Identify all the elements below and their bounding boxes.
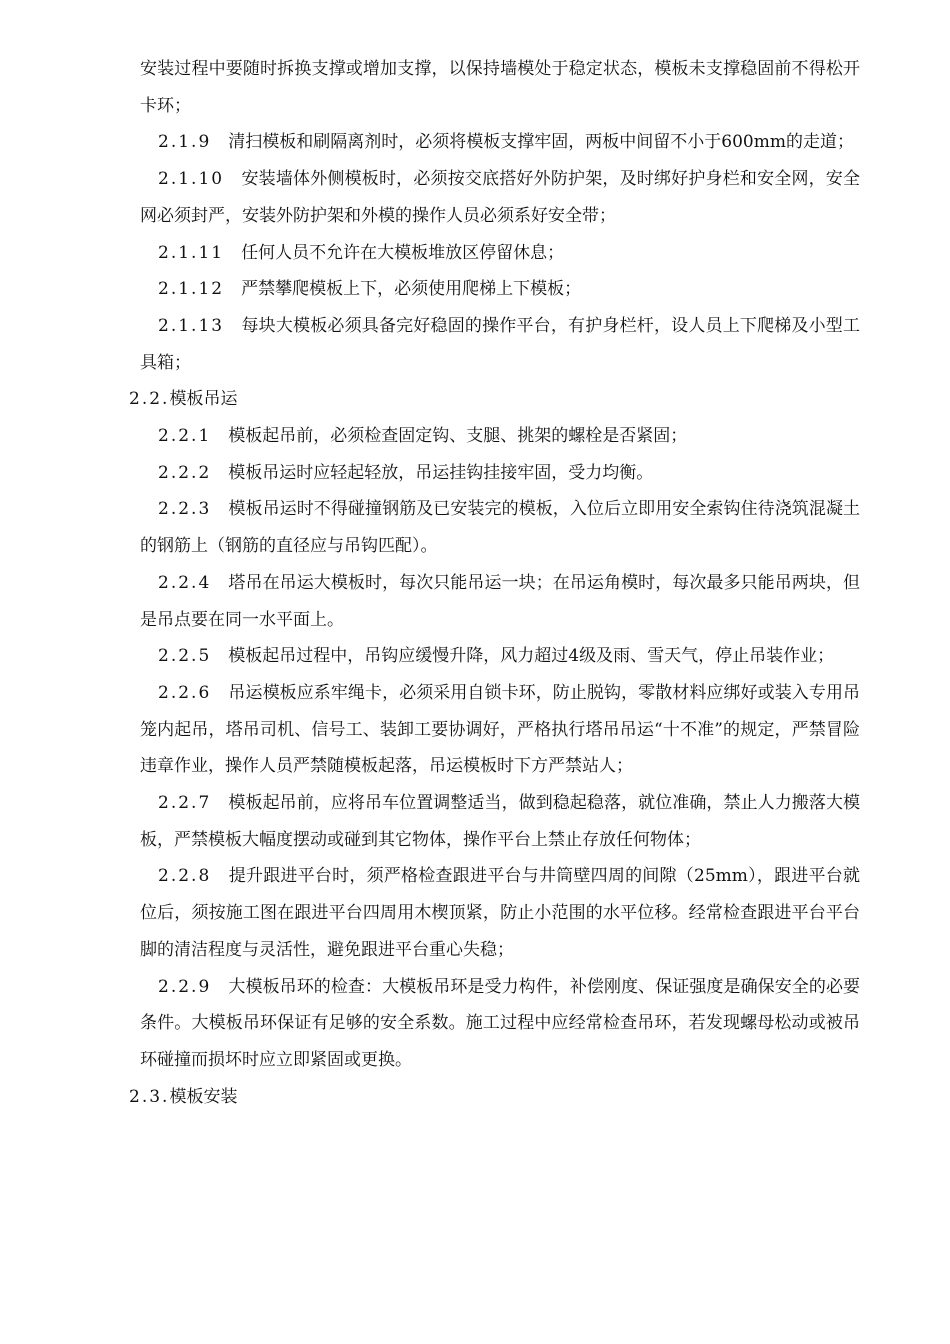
clause-number: 2.1.11	[158, 242, 225, 263]
paragraph-text: 安装过程中要随时拆换支撑或增加支撑，以保持墙模处于稳定状态，模板未支撑稳固前不得松开卡环；	[140, 59, 860, 116]
clause-2-2-7	[140, 785, 860, 858]
clause-number: 2.1.10	[158, 169, 225, 190]
clause-text: 安装墙体外侧模板时，必须按交底搭好外防护架，及时绑好护身栏和安全网，安全网必须封严，安装外防护架和外模的操作人员必须系好安全带；	[140, 169, 860, 226]
clause-number: 2.2.8	[158, 866, 212, 887]
document-body	[129, 51, 861, 1115]
clause-2-2-1	[140, 418, 860, 455]
clause-number: 2.2.3	[158, 499, 212, 520]
clause-text: 吊运模板应系牢绳卡，必须采用自锁卡环，防止脱钩，零散材料应绑好或装入专用吊笼内起吊，塔吊司机、信号工、装卸工要协调好，严格执行塔吊吊运“十不准”的规定，严禁冒险违章作业，操作人员严禁随模板起落，吊运模板时下方严禁站人；	[140, 682, 861, 777]
clause-2-1-9	[140, 124, 860, 161]
clause-number: 2.2.9	[158, 976, 212, 997]
clause-number: 2.2.6	[158, 682, 212, 703]
clause-text: 清扫模板和刷隔离剂时，必须将模板支撑牢固，两板中间留不小于600mm的走道；	[228, 132, 854, 153]
section-title: 模板吊运	[169, 389, 238, 410]
section-number: 2.3.	[129, 1086, 170, 1107]
clause-text: 模板吊运时不得碰撞钢筋及已安装完的模板，入位后立即用安全索钩住待浇筑混凝土的钢筋上（钢筋的直径应与吊钩匹配）。	[140, 499, 861, 557]
clause-2-2-8	[140, 858, 860, 968]
clause-number: 2.2.5	[158, 646, 212, 667]
clause-2-1-11	[140, 235, 860, 272]
clause-2-2-2	[140, 455, 860, 492]
clause-2-2-3	[140, 491, 860, 564]
clause-2-1-12	[140, 271, 860, 308]
section-heading-2-2	[129, 381, 860, 418]
clause-number: 2.2.4	[158, 572, 212, 593]
clause-text: 严禁攀爬模板上下，必须使用爬梯上下模板；	[241, 279, 582, 300]
clause-2-2-9	[140, 969, 860, 1079]
clause-number: 2.1.9	[158, 132, 212, 153]
clause-text: 模板吊运时应轻起轻放，吊运挂钩挂接牢固，受力均衡。	[228, 462, 654, 483]
clause-2-1-13	[140, 308, 860, 381]
clause-text: 大模板吊环的检查：大模板吊环是受力构件，补偿刚度、保证强度是确保安全的必要条件。大模板吊环保证有足够的安全系数。施工过程中应经常检查吊环，若发现螺母松动或被吊环碰撞而损坏时应立即紧固或更换。	[140, 976, 861, 1070]
section-number: 2.2.	[129, 389, 170, 410]
clause-number: 2.2.7	[158, 793, 212, 814]
clause-text: 每块大模板必须具备完好稳固的操作平台，有护身栏杆，设人员上下爬梯及小型工具箱；	[140, 315, 860, 373]
section-title: 模板安装	[169, 1086, 238, 1107]
clause-2-2-6	[140, 675, 860, 785]
clause-text: 任何人员不允许在大模板堆放区停留休息；	[241, 242, 565, 263]
paragraph-continuation	[140, 51, 860, 124]
clause-text: 模板起吊前，必须检查固定钩、支腿、挑架的螺栓是否紧固；	[228, 426, 688, 447]
clause-number: 2.1.12	[158, 279, 225, 300]
clause-number: 2.2.1	[158, 426, 212, 447]
clause-text: 提升跟进平台时，须严格检查跟进平台与井筒壁四周的间隙（25mm），跟进平台就位后，须按施工图在跟进平台四周用木楔顶紧，防止小范围的水平位移。经常检查跟进平台平台脚的清洁程度与灵活性，避免跟进平台重心失稳；	[140, 866, 860, 960]
clause-text: 模板起吊过程中，吊钩应缓慢升降，风力超过4级及雨、雪天气，停止吊装作业；	[228, 646, 835, 667]
section-heading-2-3	[129, 1079, 860, 1116]
clause-2-2-4	[140, 565, 860, 638]
clause-number: 2.1.13	[158, 315, 225, 336]
clause-text: 塔吊在吊运大模板时，每次只能吊运一块；在吊运角模时，每次最多只能吊两块，但是吊点要在同一水平面上。	[140, 572, 861, 630]
clause-2-1-10	[140, 161, 860, 234]
clause-number: 2.2.2	[158, 462, 212, 483]
clause-text: 模板起吊前，应将吊车位置调整适当，做到稳起稳落，就位准确，禁止人力搬落大模板，严禁模板大幅度摆动或碰到其它物体，操作平台上禁止存放任何物体；	[140, 793, 861, 850]
clause-2-2-5	[140, 638, 860, 675]
